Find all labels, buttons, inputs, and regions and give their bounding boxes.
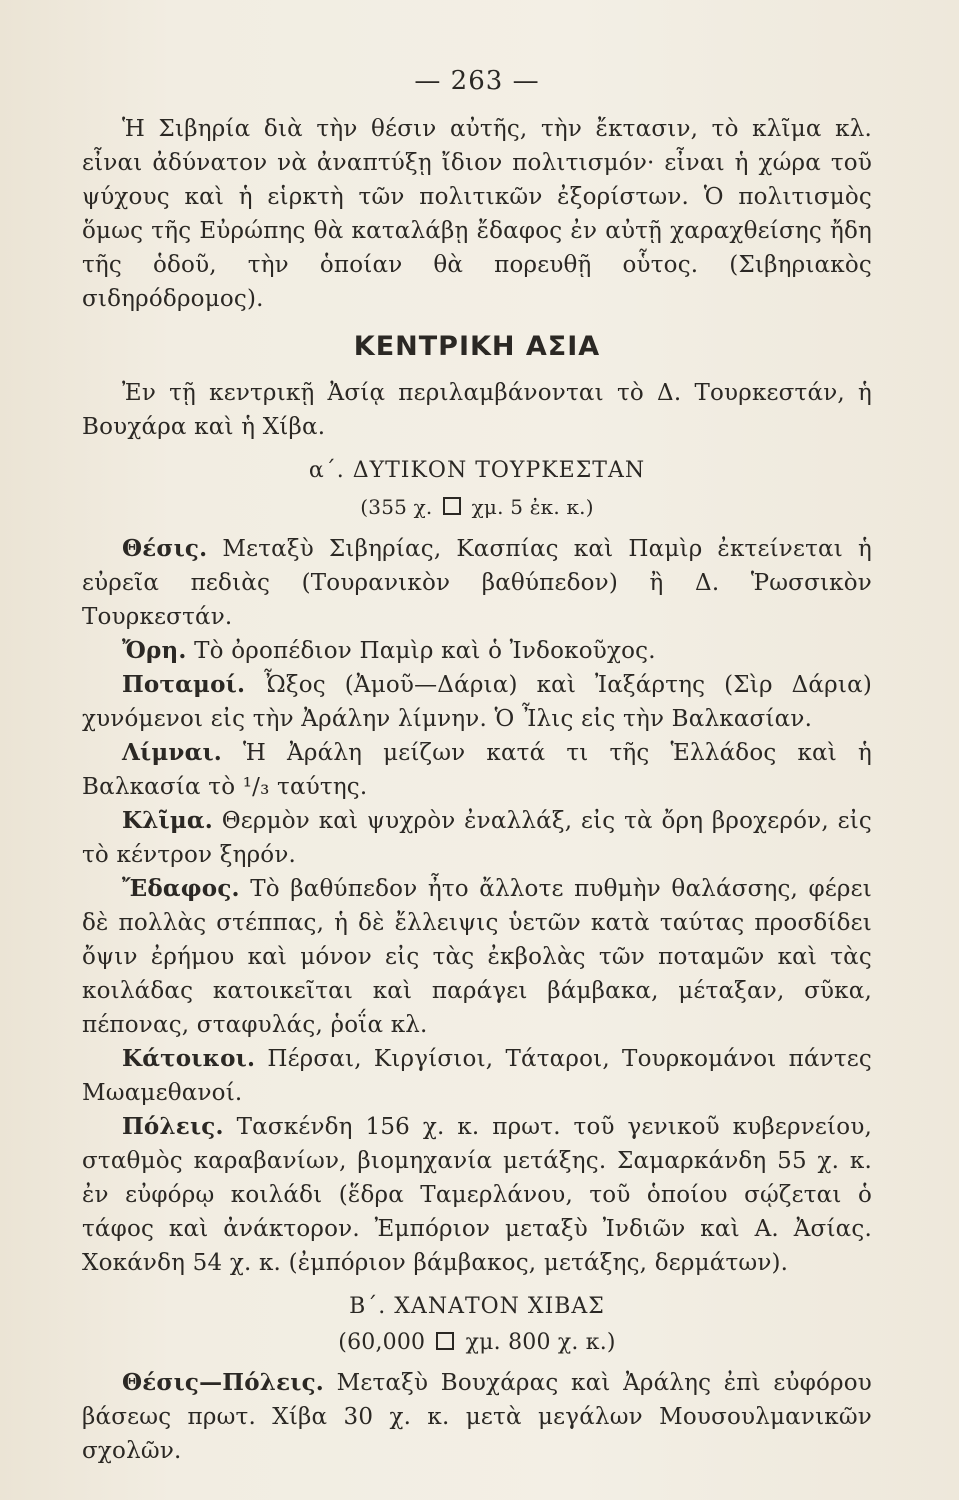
area-a-open: (355 χ. — [360, 495, 433, 519]
subsection-a-title: α΄. ΔΥΤΙΚΟΝ ΤΟΥΡΚΕΣΤΑΝ — [308, 458, 646, 483]
entry-term: Θέσις. — [122, 535, 208, 562]
entry-text: Ἡ Ἀράλη μείζων κατά τι τῆς Ἑλλάδος καὶ ἡ Βαλκασία τὸ ¹/₃ ταύτης. — [82, 740, 872, 800]
entry-term: Πόλεις. — [122, 1113, 224, 1140]
entry-text: Ὦξος (Ἀμοῦ—Δάρια) καὶ Ἰαξάρτης (Σὶρ Δάρια) χυνόμενοι εἰς τὴν Ἀράλην λίμνην. Ὁ Ἶλις εἰς τὴν Βαλκασίαν. — [82, 672, 872, 732]
entry-inhabitants — [82, 1042, 872, 1110]
entry-term: Ἔδαφος. — [122, 875, 240, 902]
entry-rivers — [82, 668, 872, 736]
entry-cities — [82, 1110, 872, 1280]
page-number: — 263 — — [414, 66, 540, 96]
entry-terrain — [82, 872, 872, 1042]
entry-climate — [82, 804, 872, 872]
entry-term: Λίμναι. — [122, 739, 223, 766]
entry-term: Ὄρη. — [122, 637, 187, 664]
section-heading: ΚΕΝΤΡΙΚΗ ΑΣΙΑ — [353, 331, 601, 362]
square-icon — [436, 1332, 454, 1350]
entry-text: Τασκένδη 156 χ. κ. πρωτ. τοῦ γενικοῦ κυβερνείου, σταθμὸς καραβανίων, βιομηχανία μετάξης. Σαμαρκάνδη 55 χ. κ. ἐν εὐφόρῳ κοιλάδι (ἕδρα Ταμερλάνου, τοῦ ὁποίου σῴζεται ὁ τάφος καὶ ἀνάκτορον. Ἐμπόριον μεταξὺ Ἰνδιῶν καὶ Α. Ἀσίας. Χοκάνδη 54 χ. κ. (ἐμπόριον βάμβακος, μετάξης, δερμάτων). — [82, 1114, 873, 1276]
entry-lakes — [82, 736, 872, 804]
entry-khiva — [82, 1366, 872, 1468]
square-icon — [443, 497, 461, 515]
heading-paragraph: Ἐν τῇ κεντρικῇ Ἀσίᾳ περιλαμβάνονται τὸ Δ. Τουρκεστάν, ἡ Βουχάρα καὶ ἡ Χίβα. — [82, 380, 872, 440]
page-content — [82, 64, 872, 1468]
subsection-b-area — [82, 1326, 872, 1360]
entry-text: Τὸ ὀροπέδιον Παμὶρ καὶ ὁ Ἰνδοκοῦχος. — [194, 638, 656, 664]
entry-text: Τὸ βαθύπεδον ἦτο ἄλλοτε πυθμὴν θαλάσσης, φέρει δὲ πολλὰς στέππας, ἡ δὲ ἔλλειψις ὑετῶν κατὰ ταύτας προσδίδει ὄψιν ἐρήμου καὶ μόνον εἰς τὰς ἐκβολὰς τῶν ποταμῶν καὶ τὰς κοιλάδας κατοικεῖται καὶ παράγει βάμβακα, μέταξαν, σῦκα, πέπονας, σταφυλάς, ῥοΐα κλ. — [82, 876, 872, 1038]
entry-term: Κάτοικοι. — [122, 1045, 256, 1072]
entry-text: Μεταξὺ Σιβηρίας, Κασπίας καὶ Παμὶρ ἐκτείνεται ἡ εὐρεῖα πεδιὰς (Τουρανικὸν βαθύπεδον) ἢ Δ. Ῥωσσικὸν Τουρκεστάν. — [82, 536, 872, 630]
subsection-b-title: Β΄. ΧΑΝΑΤΟΝ ΧΙΒΑΣ — [349, 1294, 605, 1319]
entry-text: Θερμὸν καὶ ψυχρὸν ἐναλλάξ, εἰς τὰ ὄρη βροχερόν, εἰς τὸ κέντρον ξηρόν. — [82, 808, 872, 868]
subsection-a-area — [82, 490, 872, 524]
entry-thesis — [82, 532, 872, 634]
entry-term: Ποταμοί. — [122, 671, 246, 698]
entry-mountains — [82, 634, 872, 668]
intro-rest: ἀδύνατον νὰ ἀναπτύξῃ ἴδιον πολιτισμόν· εἶναι ἡ χώρα τοῦ ψύχους καὶ ἡ εἱρκτὴ τῶν πολιτικῶν ἐξορίστων. Ὁ πολιτισμὸς ὅμως τῆς Εὐρώπης θὰ καταλάβῃ ἔδαφος ἐν αὐτῇ χαραχθείσης ἤδη τῆς ὁδοῦ, τὴν ὁποίαν θὰ πορευθῇ οὗτος. (Σιβηριακὸς σιδηρόδρομος). — [82, 150, 872, 312]
area-a-close: χμ. 5 ἐκ. κ.) — [471, 495, 594, 519]
area-b-open: (60,000 — [338, 1330, 426, 1355]
area-b-close: χμ. 800 χ. κ.) — [465, 1330, 616, 1355]
entry-term: Θέσις—Πόλεις. — [122, 1369, 325, 1396]
entry-text: Μεταξὺ Βουχάρας καὶ Ἀράλης ἐπὶ εὐφόρου βάσεως πρωτ. Χίβα 30 χ. κ. μετὰ μεγάλων Μουσουλμανικῶν σχολῶν. — [82, 1370, 872, 1464]
entry-text: Πέρσαι, Κιργίσιοι, Τάταροι, Τουρκομάνοι πάντες Μωαμεθανοί. — [82, 1046, 872, 1106]
intro-paragraph — [82, 112, 872, 316]
entry-term: Κλῖμα. — [122, 807, 213, 834]
intro-first-line: Ἡ Σιβηρία διὰ τὴν θέσιν αὐτῆς, τὴν ἔκτασιν, τὸ κλῖμα κλ. εἶναι — [82, 116, 872, 176]
